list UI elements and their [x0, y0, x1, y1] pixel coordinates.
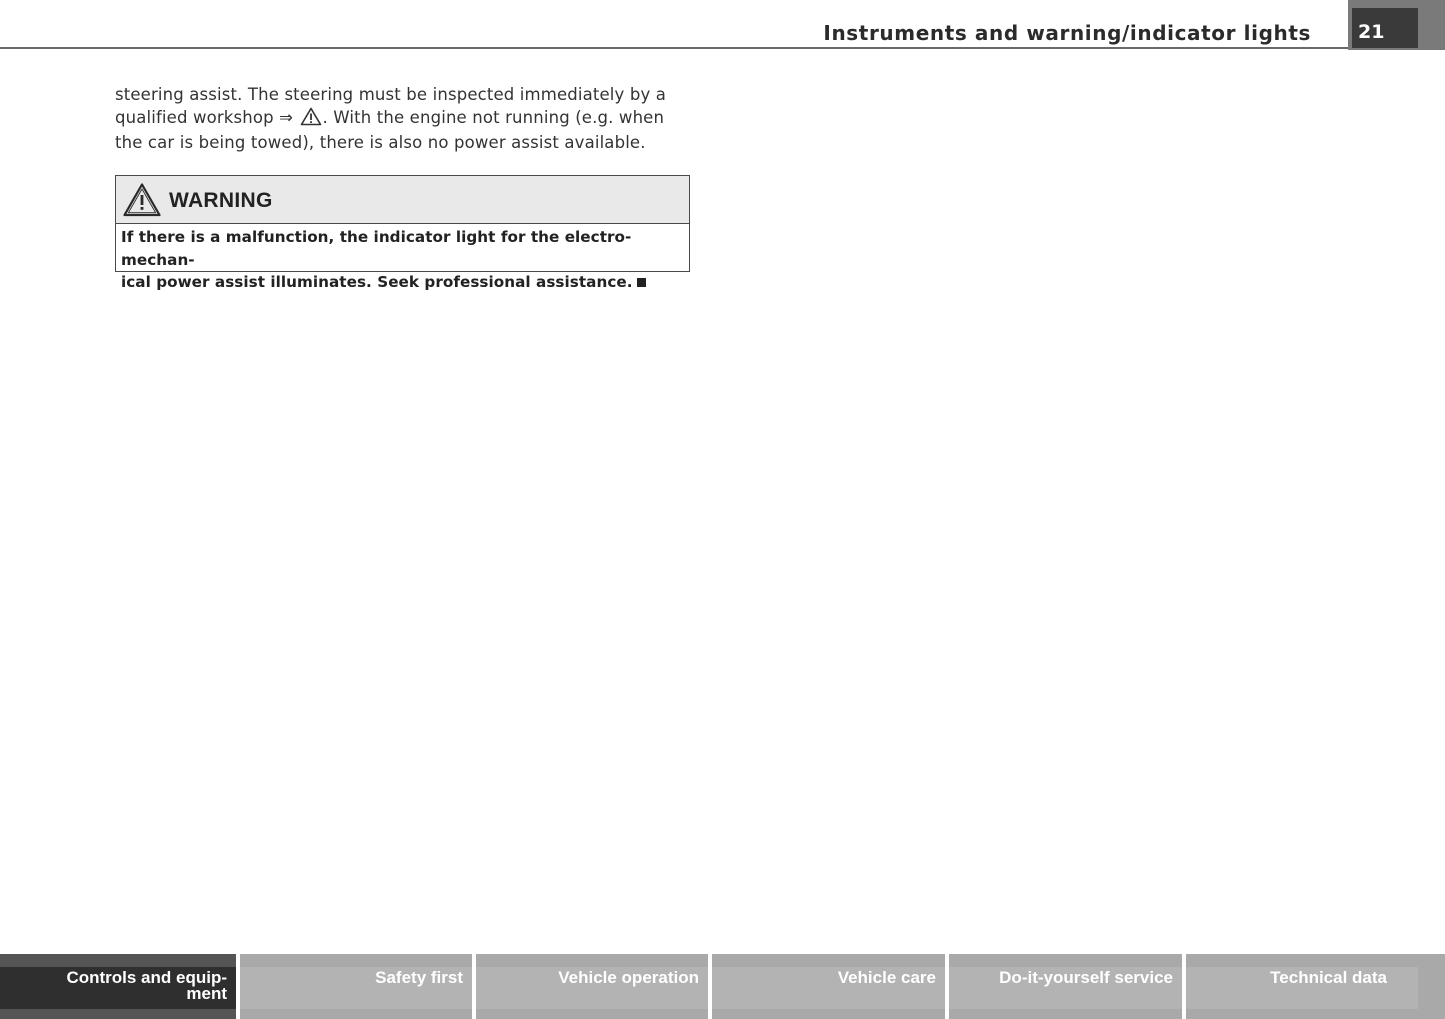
page-title: Instruments and warning/indicator lights — [823, 21, 1311, 45]
warning-line-2: ical power assist illuminates. Seek professional assistance. — [121, 273, 633, 291]
tab-label: Do-it-yourself service — [999, 968, 1173, 987]
tab-vehicle-care[interactable] — [712, 954, 945, 1019]
warning-line-1: If there is a malfunction, the indicator light for the electro-mechan- — [121, 228, 632, 269]
header-rule — [0, 47, 1348, 49]
tab-technical-data[interactable] — [1186, 954, 1445, 1019]
warning-triangle-icon[interactable] — [300, 107, 322, 133]
tab-vehicle-operation[interactable] — [476, 954, 708, 1019]
page-number: 21 — [1352, 8, 1418, 48]
tab-label: Vehicle operation — [558, 968, 699, 987]
tab-label: Vehicle care — [837, 968, 936, 987]
tab-do-it-yourself-service[interactable] — [949, 954, 1182, 1019]
tab-label: Technical data — [1270, 968, 1387, 987]
tab-label-line-1: Controls and equip- — [66, 968, 227, 987]
warning-line-2-wrap — [121, 271, 684, 294]
body-line-2-start: qualified workshop ⇒ — [115, 107, 299, 127]
tab-label — [66, 970, 227, 1002]
tab-label-line-2: ment — [186, 984, 227, 1003]
tab-safety-first[interactable] — [240, 954, 472, 1019]
warning-box — [115, 175, 690, 291]
warning-triangle-icon — [122, 182, 162, 222]
warning-header — [116, 176, 689, 224]
body-line-2 — [115, 107, 695, 133]
tab-controls-and-equipment[interactable] — [0, 954, 236, 1019]
body-line-3: the car is being towed), there is also no power assist available. — [115, 133, 646, 153]
body-line-1: steering assist. The steering must be inspected immediately by a — [115, 85, 667, 104]
footer-navigation — [0, 954, 1445, 1019]
warning-label: WARNING — [169, 189, 273, 212]
body-paragraph — [115, 84, 695, 155]
tab-label: Safety first — [375, 968, 463, 987]
body-line-2-end: . With the engine not running (e.g. when — [322, 107, 665, 127]
warning-text — [116, 224, 689, 294]
end-of-section-icon — [637, 278, 646, 287]
